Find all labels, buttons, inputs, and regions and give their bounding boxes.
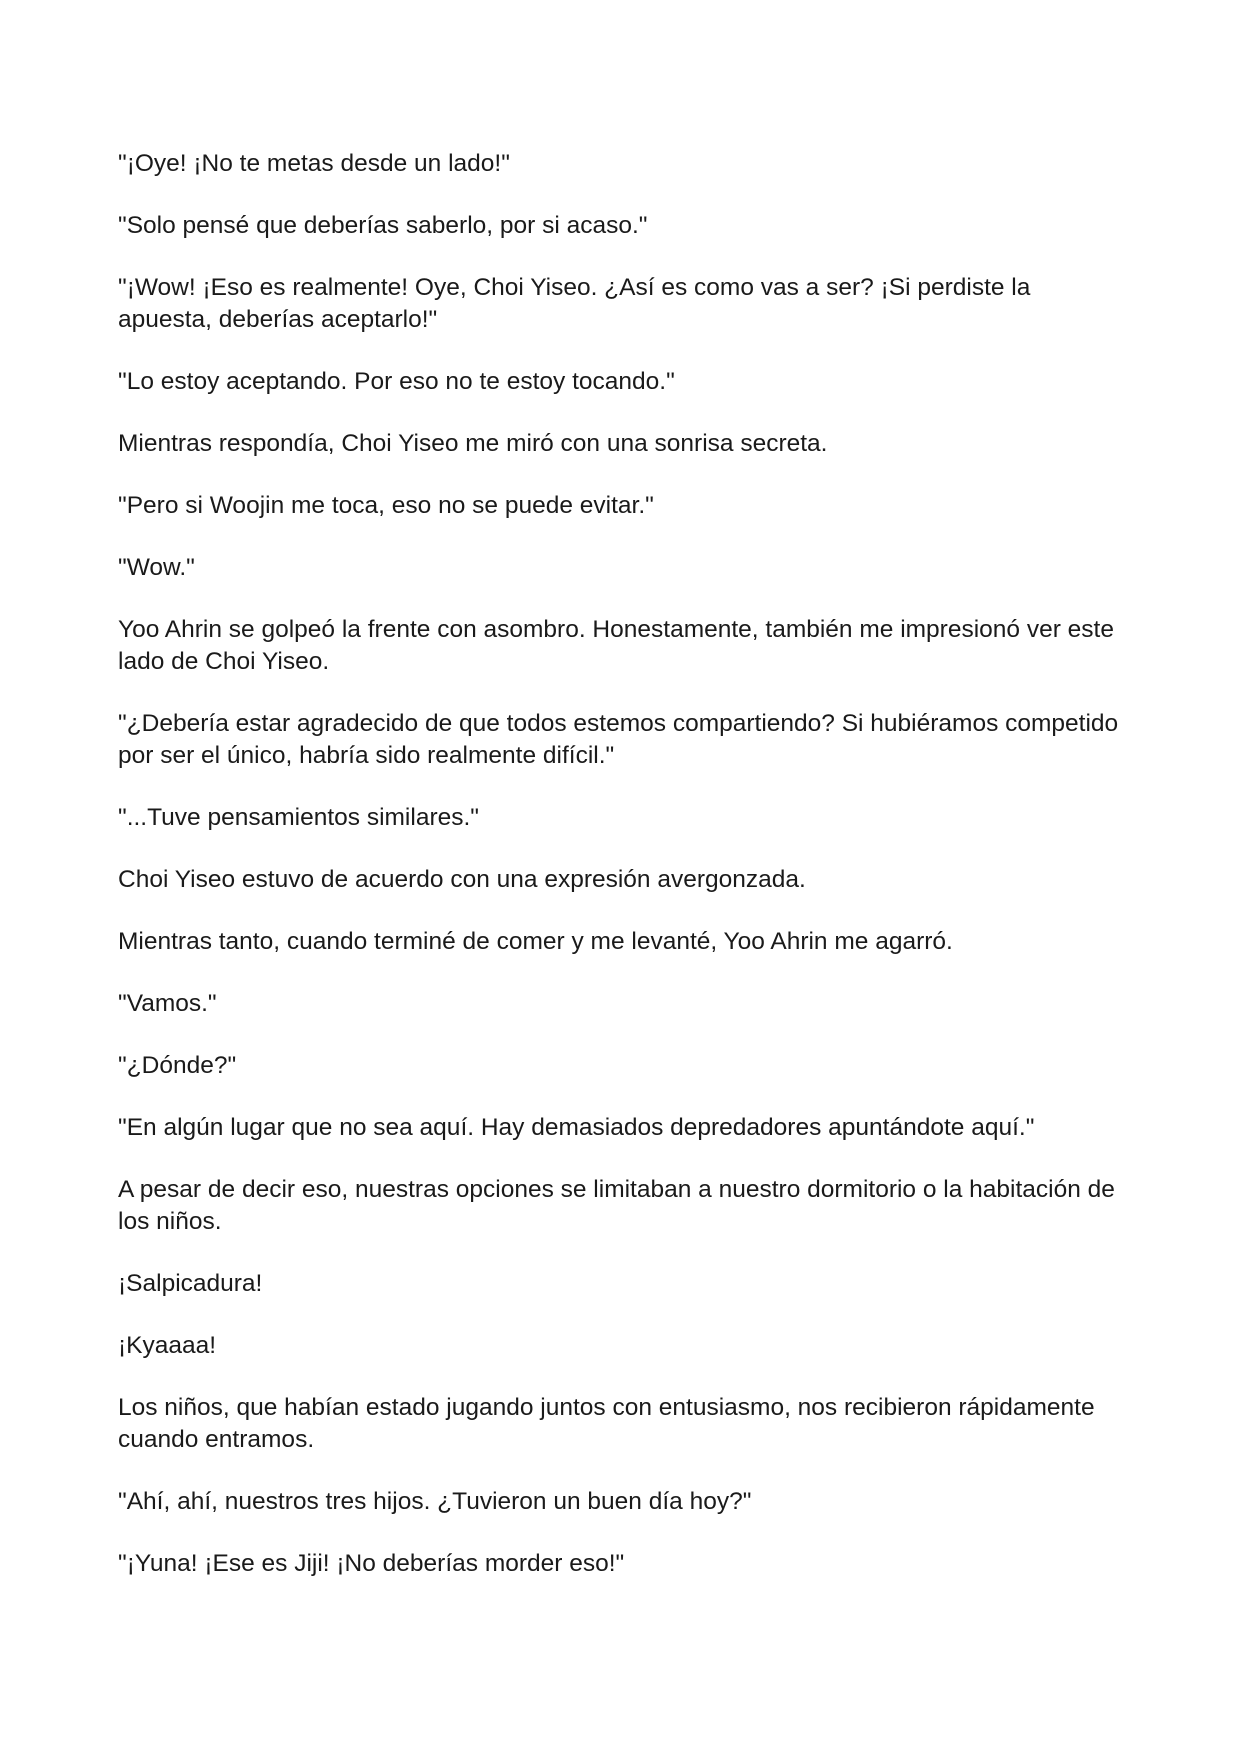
paragraph: "¿Dónde?": [118, 1052, 237, 1079]
paragraph: "Vamos.": [118, 990, 217, 1017]
paragraph: "¡Oye! ¡No te metas desde un lado!": [118, 150, 510, 177]
document-body: [118, 148, 1130, 1610]
paragraph: "En algún lugar que no sea aquí. Hay demasiados depredadores apuntándote aquí.": [118, 1114, 1035, 1141]
paragraph: Mientras tanto, cuando terminé de comer y me levanté, Yoo Ahrin me agarró.: [118, 928, 953, 955]
paragraph: "Pero si Woojin me toca, eso no se puede evitar.": [118, 492, 654, 519]
paragraph: Choi Yiseo estuvo de acuerdo con una expresión avergonzada.: [118, 866, 806, 893]
paragraph: "...Tuve pensamientos similares.": [118, 804, 479, 831]
paragraph: Yoo Ahrin se golpeó la frente con asombro. Honestamente, también me impresionó ver este lado de Choi Yiseo.: [118, 616, 1114, 675]
paragraph: "Lo estoy aceptando. Por eso no te estoy tocando.": [118, 368, 675, 395]
paragraph: ¡Kyaaaa!: [118, 1332, 217, 1359]
paragraph: "Ahí, ahí, nuestros tres hijos. ¿Tuvieron un buen día hoy?": [118, 1488, 752, 1515]
paragraph: "Wow.": [118, 554, 195, 581]
paragraph: Mientras respondía, Choi Yiseo me miró con una sonrisa secreta.: [118, 430, 828, 457]
paragraph: "¿Debería estar agradecido de que todos estemos compartiendo? Si hubiéramos competido por ser el único, habría sido realmente difícil.": [118, 710, 1119, 769]
paragraph: Los niños, que habían estado jugando juntos con entusiasmo, nos recibieron rápidamente cuando entramos.: [118, 1394, 1095, 1453]
paragraph: "¡Yuna! ¡Ese es Jiji! ¡No deberías morder eso!": [118, 1550, 625, 1577]
paragraph: A pesar de decir eso, nuestras opciones se limitaban a nuestro dormitorio o la habitación de los niños.: [118, 1176, 1115, 1235]
paragraph: "¡Wow! ¡Eso es realmente! Oye, Choi Yiseo. ¿Así es como vas a ser? ¡Si perdiste la apuesta, deberías aceptarlo!": [118, 274, 1031, 333]
paragraph: "Solo pensé que deberías saberlo, por si acaso.": [118, 212, 648, 239]
paragraph: ¡Salpicadura!: [118, 1270, 263, 1297]
